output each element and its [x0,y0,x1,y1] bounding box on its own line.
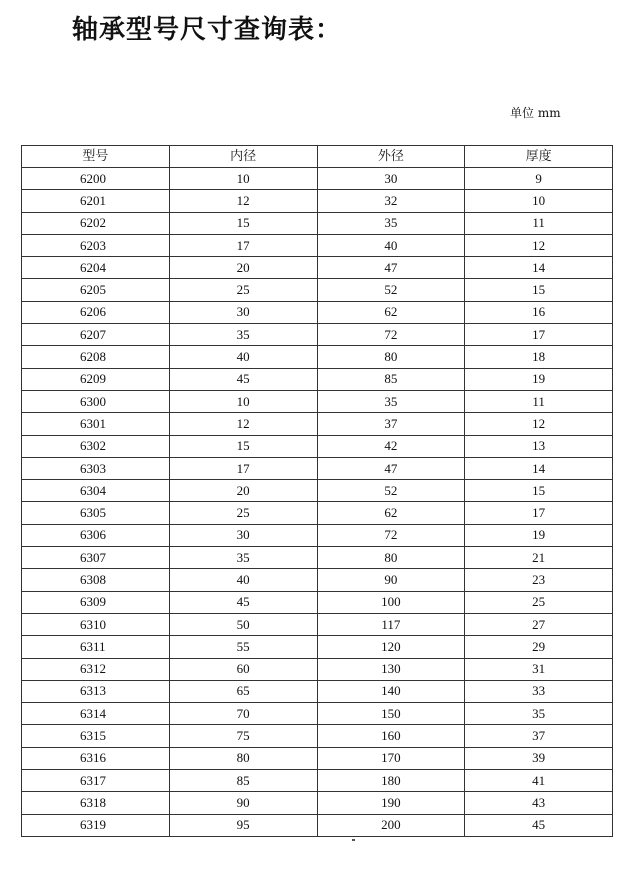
model-cell: 6201 [22,190,170,212]
outer-diameter-cell: 85 [317,368,465,390]
model-cell: 6308 [22,569,170,591]
model-cell: 6208 [22,346,170,368]
thickness-cell: 27 [465,613,613,635]
table-row [22,636,613,658]
outer-diameter-cell: 160 [317,725,465,747]
table-row [22,792,613,814]
table-row [22,770,613,792]
outer-diameter-cell: 170 [317,747,465,769]
thickness-cell: 13 [465,435,613,457]
inner-diameter-cell: 10 [169,168,317,190]
outer-diameter-cell: 52 [317,480,465,502]
model-cell: 6312 [22,658,170,680]
thickness-cell: 45 [465,814,613,836]
model-cell: 6200 [22,168,170,190]
outer-diameter-cell: 35 [317,390,465,412]
thickness-cell: 35 [465,703,613,725]
model-cell: 6319 [22,814,170,836]
table-row [22,613,613,635]
thickness-cell: 25 [465,591,613,613]
outer-diameter-cell: 62 [317,301,465,323]
inner-diameter-cell: 85 [169,770,317,792]
inner-diameter-cell: 30 [169,301,317,323]
inner-diameter-cell: 15 [169,212,317,234]
inner-diameter-cell: 50 [169,613,317,635]
thickness-cell: 19 [465,368,613,390]
outer-diameter-cell: 72 [317,324,465,346]
outer-diameter-cell: 150 [317,703,465,725]
table-row [22,234,613,256]
model-cell: 6203 [22,234,170,256]
thickness-cell: 10 [465,190,613,212]
table-row [22,413,613,435]
outer-diameter-cell: 30 [317,168,465,190]
outer-diameter-cell: 72 [317,524,465,546]
inner-diameter-cell: 20 [169,257,317,279]
outer-diameter-cell: 180 [317,770,465,792]
model-cell: 6302 [22,435,170,457]
model-cell: 6209 [22,368,170,390]
table-row [22,457,613,479]
outer-diameter-cell: 47 [317,457,465,479]
outer-diameter-cell: 35 [317,212,465,234]
thickness-cell: 37 [465,725,613,747]
outer-diameter-cell: 200 [317,814,465,836]
model-cell: 6300 [22,390,170,412]
outer-diameter-cell: 80 [317,346,465,368]
model-cell: 6205 [22,279,170,301]
outer-diameter-cell: 42 [317,435,465,457]
thickness-cell: 31 [465,658,613,680]
table-row [22,725,613,747]
table-row [22,279,613,301]
model-cell: 6303 [22,457,170,479]
thickness-cell: 19 [465,524,613,546]
thickness-cell: 11 [465,390,613,412]
thickness-cell: 33 [465,680,613,702]
thickness-cell: 43 [465,792,613,814]
model-cell: 6206 [22,301,170,323]
thickness-cell: 12 [465,413,613,435]
model-cell: 6310 [22,613,170,635]
model-cell: 6304 [22,480,170,502]
table-row [22,658,613,680]
inner-diameter-cell: 80 [169,747,317,769]
thickness-cell: 15 [465,279,613,301]
table-row [22,680,613,702]
model-cell: 6307 [22,547,170,569]
table-row [22,301,613,323]
outer-diameter-cell: 37 [317,413,465,435]
table-row [22,324,613,346]
inner-diameter-cell: 90 [169,792,317,814]
table-row [22,524,613,546]
inner-diameter-cell: 25 [169,502,317,524]
thickness-cell: 14 [465,457,613,479]
outer-diameter-cell: 52 [317,279,465,301]
model-cell: 6311 [22,636,170,658]
stray-mark [352,839,355,841]
model-cell: 6207 [22,324,170,346]
inner-diameter-cell: 40 [169,346,317,368]
table-row [22,569,613,591]
thickness-cell: 14 [465,257,613,279]
table-row [22,346,613,368]
inner-diameter-cell: 70 [169,703,317,725]
thickness-cell: 17 [465,502,613,524]
thickness-cell: 9 [465,168,613,190]
outer-diameter-cell: 62 [317,502,465,524]
thickness-cell: 23 [465,569,613,591]
inner-diameter-cell: 40 [169,569,317,591]
model-cell: 6309 [22,591,170,613]
inner-diameter-cell: 55 [169,636,317,658]
thickness-cell: 15 [465,480,613,502]
table-row [22,190,613,212]
thickness-cell: 17 [465,324,613,346]
inner-diameter-cell: 65 [169,680,317,702]
outer-diameter-cell: 80 [317,547,465,569]
outer-diameter-cell: 190 [317,792,465,814]
thickness-cell: 21 [465,547,613,569]
header-inner-diameter: 内径 [169,146,317,168]
outer-diameter-cell: 32 [317,190,465,212]
inner-diameter-cell: 12 [169,190,317,212]
inner-diameter-cell: 95 [169,814,317,836]
thickness-cell: 39 [465,747,613,769]
table-row [22,435,613,457]
inner-diameter-cell: 25 [169,279,317,301]
header-thickness: 厚度 [465,146,613,168]
inner-diameter-cell: 45 [169,368,317,390]
table-body [22,168,613,837]
table-row [22,390,613,412]
outer-diameter-cell: 100 [317,591,465,613]
model-cell: 6313 [22,680,170,702]
table-row [22,368,613,390]
model-cell: 6314 [22,703,170,725]
outer-diameter-cell: 90 [317,569,465,591]
table-row [22,257,613,279]
table-header-row [22,146,613,168]
thickness-cell: 11 [465,212,613,234]
table-row [22,480,613,502]
table-row [22,168,613,190]
outer-diameter-cell: 120 [317,636,465,658]
inner-diameter-cell: 17 [169,457,317,479]
model-cell: 6316 [22,747,170,769]
inner-diameter-cell: 60 [169,658,317,680]
table-row [22,747,613,769]
inner-diameter-cell: 17 [169,234,317,256]
model-cell: 6202 [22,212,170,234]
model-cell: 6318 [22,792,170,814]
inner-diameter-cell: 12 [169,413,317,435]
inner-diameter-cell: 30 [169,524,317,546]
outer-diameter-cell: 130 [317,658,465,680]
thickness-cell: 18 [465,346,613,368]
table-row [22,814,613,836]
model-cell: 6204 [22,257,170,279]
inner-diameter-cell: 10 [169,390,317,412]
inner-diameter-cell: 75 [169,725,317,747]
thickness-cell: 29 [465,636,613,658]
thickness-cell: 16 [465,301,613,323]
table-row [22,547,613,569]
model-cell: 6315 [22,725,170,747]
inner-diameter-cell: 35 [169,547,317,569]
header-outer-diameter: 外径 [317,146,465,168]
thickness-cell: 12 [465,234,613,256]
model-cell: 6317 [22,770,170,792]
thickness-cell: 41 [465,770,613,792]
model-cell: 6301 [22,413,170,435]
table-row [22,703,613,725]
model-cell: 6306 [22,524,170,546]
inner-diameter-cell: 15 [169,435,317,457]
outer-diameter-cell: 117 [317,613,465,635]
table-row [22,591,613,613]
outer-diameter-cell: 40 [317,234,465,256]
bearing-size-table [21,145,613,837]
inner-diameter-cell: 20 [169,480,317,502]
unit-label: 单位 mm [510,106,561,120]
header-model: 型号 [22,146,170,168]
inner-diameter-cell: 35 [169,324,317,346]
table-row [22,212,613,234]
model-cell: 6305 [22,502,170,524]
inner-diameter-cell: 45 [169,591,317,613]
outer-diameter-cell: 140 [317,680,465,702]
table-row [22,502,613,524]
outer-diameter-cell: 47 [317,257,465,279]
document-title: 轴承型号尺寸查询表： [72,15,343,45]
